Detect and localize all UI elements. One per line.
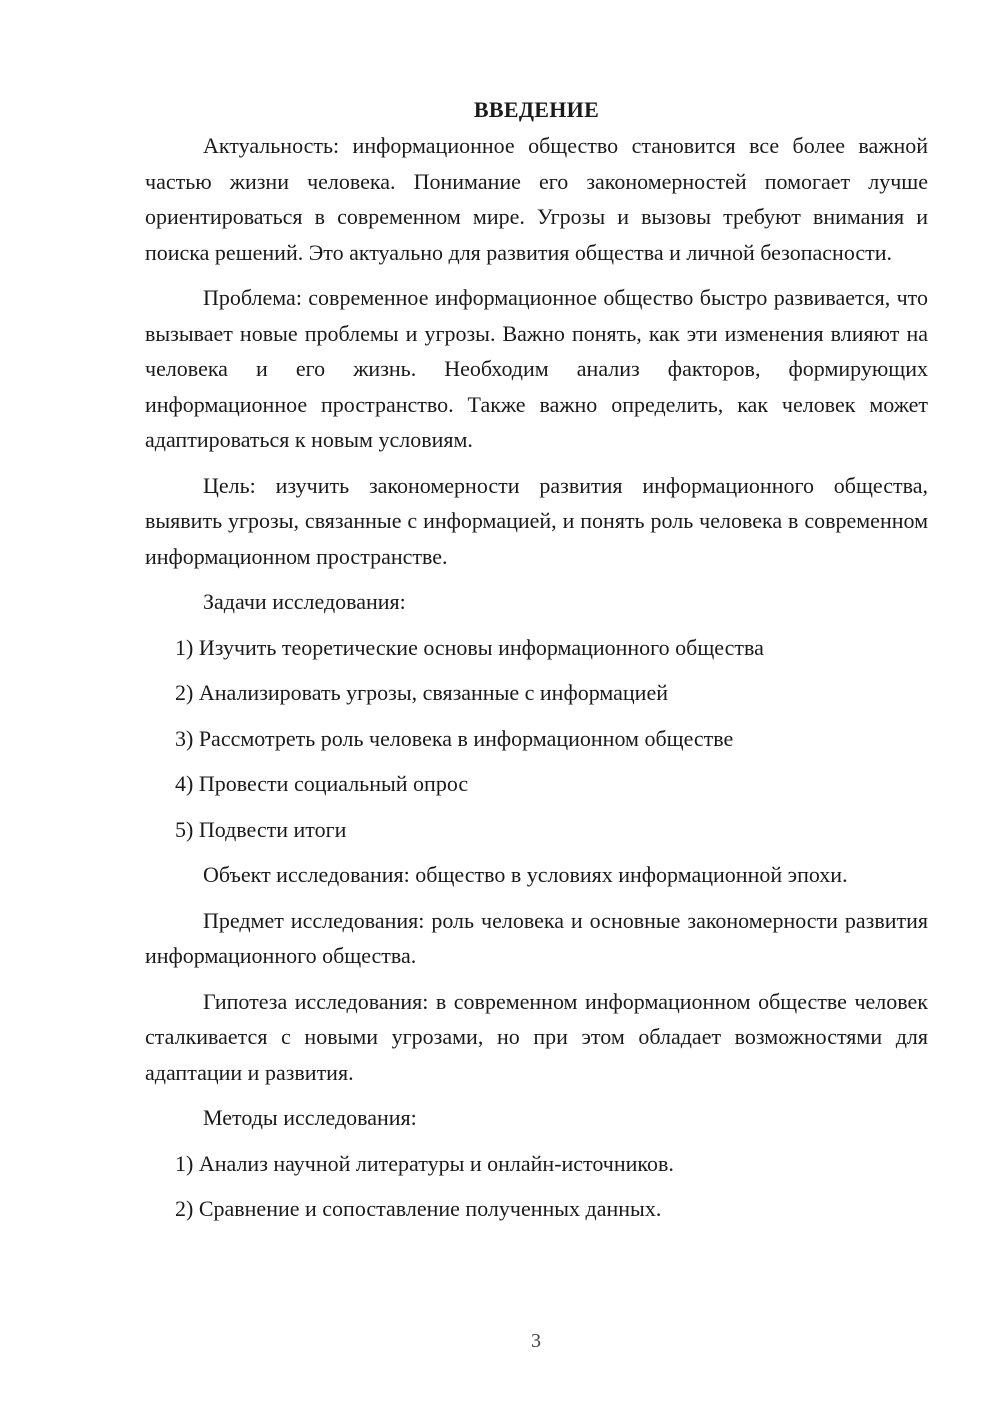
problem-paragraph: Проблема: современное информационное общество быстро развивается, что вызывает новые проблемы и угрозы. Важно понять, как эти изменения влияют на человека и его жизнь. Необходим анализ факторов, формирующих информационное пространство. Также важно определить, как человек может адаптироваться к новым условиям.: [145, 285, 928, 452]
page-number: 3: [531, 1330, 541, 1352]
subject-paragraph: Предмет исследования: роль человека и основные закономерности развития информационного общества.: [145, 907, 928, 968]
list-item: 2) Анализировать угрозы, связанные с информацией: [175, 680, 668, 705]
list-item: 1) Изучить теоретические основы информационного общества: [175, 634, 764, 660]
list-item: 3) Рассмотреть роль человека в информационном обществе: [175, 725, 734, 751]
methods-list: [145, 1146, 928, 1227]
list-item: 5) Подвести итоги: [175, 816, 347, 842]
list-item: 4) Провести социальный опрос: [175, 771, 469, 796]
hypothesis-paragraph: Гипотеза исследования: в современном информационном обществе человек сталкивается с новыми угрозами, но при этом обладает возможностями для адаптации и развития.: [145, 988, 928, 1085]
goal-paragraph: Цель: изучить закономерности развития информационного общества, выявить угрозы, связанные с информацией, и понять роль человека в современном информационном пространстве.: [145, 472, 928, 569]
document-page: [145, 92, 928, 1227]
list-item: 2) Сравнение и сопоставление полученных данных.: [175, 1196, 662, 1221]
tasks-list: [145, 630, 928, 848]
tasks-heading: Задачи исследования:: [203, 589, 406, 614]
document-title: ВВЕДЕНИЕ: [473, 97, 600, 122]
list-item: 1) Анализ научной литературы и онлайн-источников.: [175, 1150, 674, 1176]
methods-heading: Методы исследования:: [203, 1105, 417, 1130]
object-paragraph: Объект исследования: общество в условиях информационной эпохи.: [203, 862, 848, 887]
relevance-paragraph: Актуальность: информационное общество становится все более важной частью жизни человека. Понимание его закономерностей помогает лучше ориентироваться в современном мире. Угрозы и вызовы требуют внимания и поиска решений. Это актуально для развития общества и личной безопасности.: [145, 133, 928, 265]
